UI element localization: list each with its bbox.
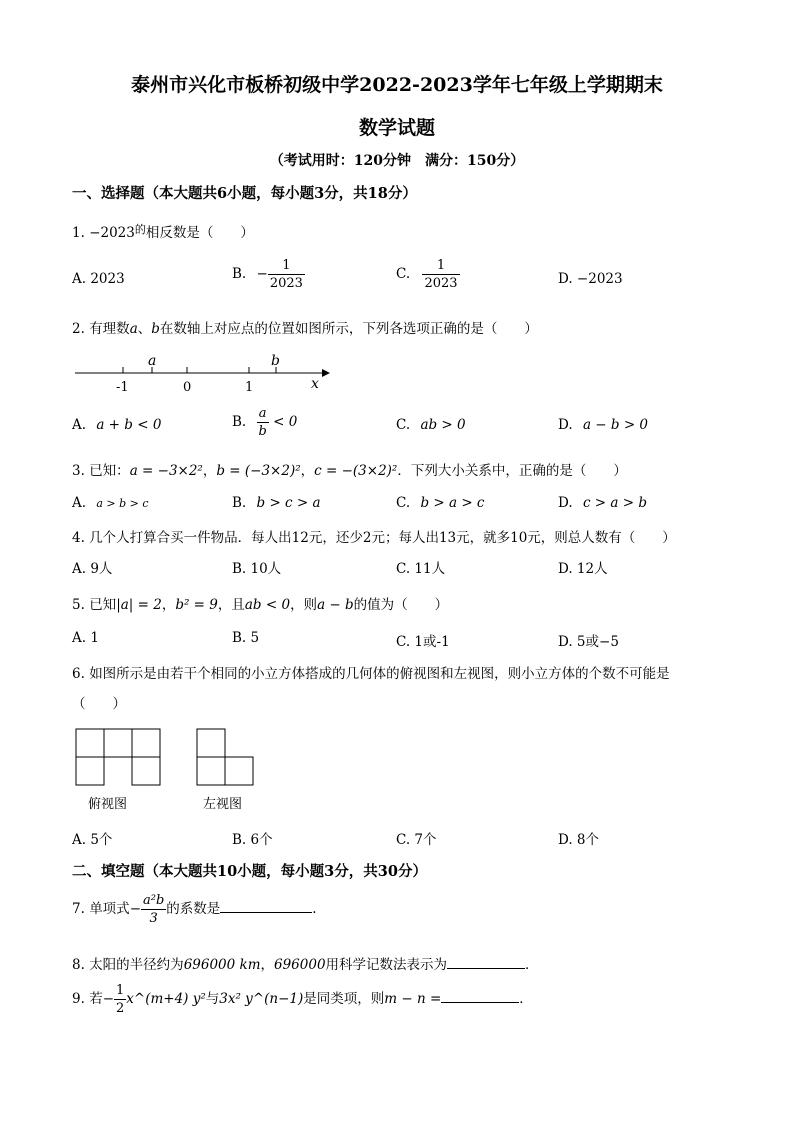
q3-option-d: D. c > a > b — [558, 495, 647, 511]
exam-title: 泰州市兴化市板桥初级中学2022-2023学年七年级上学期期末 — [131, 74, 663, 96]
point-b-label: b — [271, 353, 280, 369]
question-1: 1. $-2023^的$相反数是（ ） — [72, 223, 254, 241]
q4-option-a: A. 9人 — [72, 561, 113, 577]
q8-answer-blank[interactable] — [447, 956, 525, 969]
q4-option-b: B. 10人 — [232, 561, 282, 577]
question-8: 8. 太阳的半径约为696000 km，696000用科学记数法表示为 ． — [72, 957, 539, 973]
q6-option-c: C. 7个 — [396, 832, 437, 848]
question-6-paren: （ ） — [72, 696, 126, 712]
q6-option-b: B. 6个 — [232, 832, 273, 848]
tick-label-0: 0 — [183, 380, 192, 395]
question-4: 4. 几个人打算合买一件物品．每人出12元，还少2元；每人出13元，就多10元，则总人数有（ ） — [72, 530, 676, 546]
q4-option-c: C. 11人 — [396, 561, 446, 577]
question-2: 2. 有理数a、b在数轴上对应点的位置如图所示，下列各选项正确的是（ ） — [72, 321, 538, 337]
left-view-figure — [196, 728, 256, 788]
top-view-label: 俯视图 — [88, 797, 128, 812]
q9-answer-blank[interactable] — [441, 990, 519, 1003]
tick-label-neg1: -1 — [116, 380, 129, 395]
q1-option-b: B. − $\frac{1}{2023}$ — [232, 258, 303, 291]
question-3: 3. 已知：a = −3×2²，b = (−3×2)²，c = −(3×2)²．下列大小关系中，正确的是（ ） — [72, 463, 627, 479]
question-9: 9. 若− $\frac{1}{2}$ x^(m+4) y²与3x² y^(n−1)是同类项，则m − n = ． — [72, 983, 533, 1016]
point-a-label: a — [148, 353, 157, 369]
q3-option-b: B. b > c > a — [232, 495, 321, 511]
q2-option-b: B. $\frac{a}{b}$ < 0 — [232, 406, 298, 439]
exam-info: （考试用时：120分钟 满分：150分） — [269, 153, 525, 169]
top-view-figure — [75, 728, 163, 788]
left-view-label: 左视图 — [203, 797, 243, 812]
section-choice-heading: 一、选择题（本大题共6小题，每小题3分，共18分） — [72, 185, 417, 202]
q5-option-d: D. 5或−5 — [558, 634, 619, 650]
question-5: 5. 已知|a| = 2，b² = 9，且ab < 0，则a − b的值为（ ） — [72, 597, 449, 613]
q2-option-c: C. ab > 0 — [396, 417, 466, 433]
question-7: 7. 单项式− $\frac{\text{a²b}}{3}$ 的系数是 . — [72, 893, 317, 926]
q5-option-a: A. 1 — [72, 630, 99, 646]
q6-option-a: A. 5个 — [72, 832, 113, 848]
q1-option-d: D. −2023 — [558, 271, 623, 287]
question-6: 6. 如图所示是由若干个相同的小立方体搭成的几何体的俯视图和左视图，则小立方体的个数不可能是 — [72, 666, 670, 682]
q5-option-c: C. 1或-1 — [396, 634, 450, 650]
q2-option-a: A. a + b < 0 — [72, 417, 162, 433]
q7-answer-blank[interactable] — [220, 900, 312, 913]
section-fill-heading: 二、填空题（本大题共10小题，每小题3分，共30分） — [72, 863, 427, 880]
q1-option-c: C. $\frac{1}{2023}$ — [396, 258, 458, 291]
q1-option-a: A. 2023 — [72, 271, 125, 287]
q6-option-d: D. 8个 — [558, 832, 600, 848]
axis-x-label: x — [311, 376, 319, 392]
q3-option-c: C. b > a > c — [396, 495, 485, 511]
exam-subject: 数学试题 — [358, 117, 435, 139]
tick-label-1: 1 — [245, 380, 254, 395]
q2-option-d: D. a − b > 0 — [558, 417, 649, 433]
q4-option-d: D. 12人 — [558, 561, 608, 577]
q1-number-value: −2023 — [89, 225, 135, 241]
number-line — [72, 348, 332, 398]
q5-option-b: B. 5 — [232, 630, 260, 646]
q3-option-a: A. a > b > c — [72, 495, 149, 511]
